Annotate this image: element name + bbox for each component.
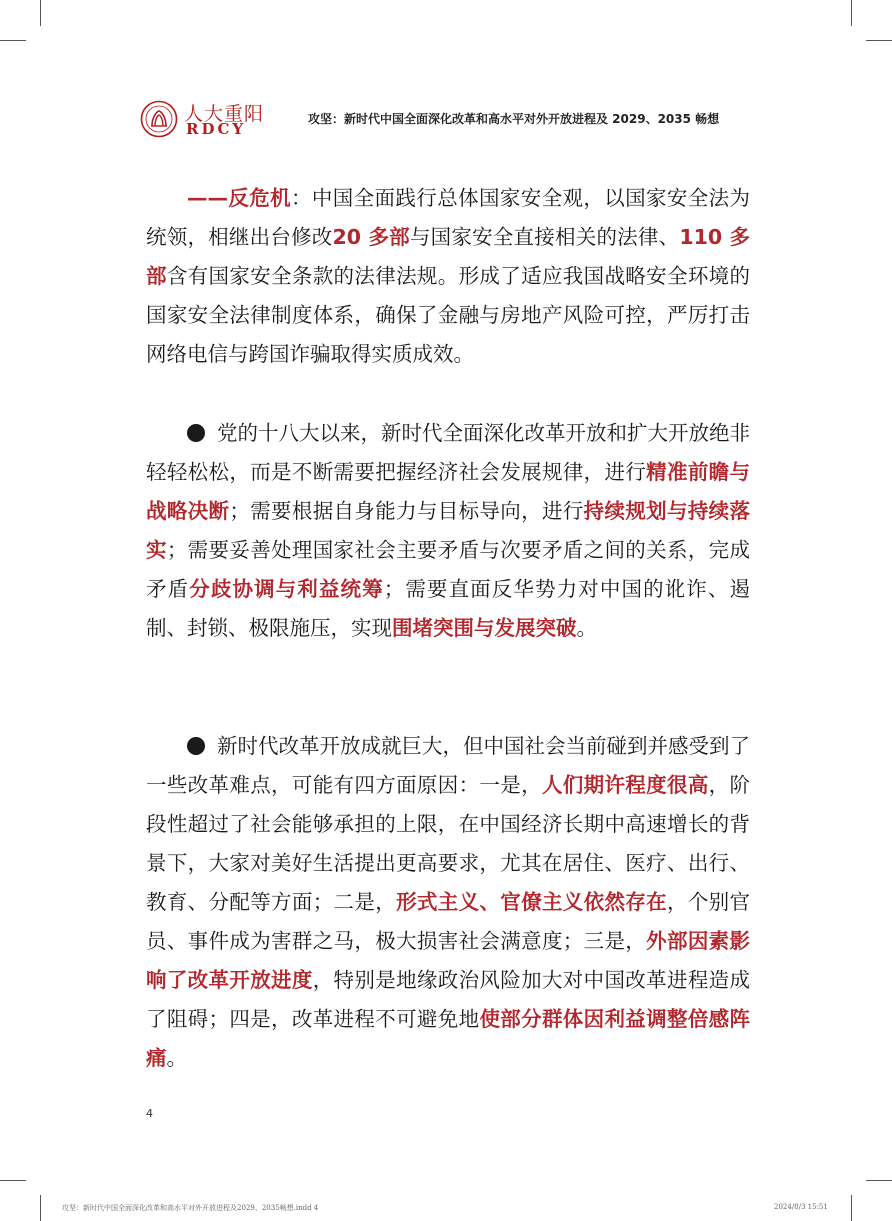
crop-mark — [0, 40, 26, 41]
paragraph-bullet-1 — [146, 414, 750, 648]
crop-mark — [0, 1180, 26, 1181]
highlight-text: 110 多部 — [146, 225, 751, 288]
running-header-title: 攻坚：新时代中国全面深化改革和高水平对外开放进程及 2029、2035 畅想 — [308, 112, 720, 126]
brand-name-en: RDCY — [186, 120, 247, 138]
bullet-icon — [187, 424, 205, 442]
highlight-text: 分歧协调与利益统筹 — [189, 577, 384, 601]
body-text: ；需要根据自身能力与目标导向，进行 — [229, 499, 584, 523]
highlight-text: 使部分群体因利益调整倍感阵痛 — [146, 1007, 751, 1070]
print-slug-timestamp: 2024/8/3 15:51 — [774, 1203, 828, 1211]
dash: —— — [187, 186, 228, 210]
crop-mark — [866, 40, 892, 41]
body-text: ：中国全面践行总体国家安全观，以国家安全法为统领，相继出台修改 — [146, 186, 751, 249]
highlight-text: 人们期许程度很高 — [541, 773, 709, 797]
body-text: 。 — [576, 616, 597, 640]
crop-mark — [40, 1195, 41, 1221]
body-text: ，个别官员、事件成为害群之马，极大损害社会满意度；三是， — [146, 890, 751, 953]
crop-mark — [866, 1180, 892, 1181]
lead-term: 反危机 — [228, 186, 292, 210]
crop-mark — [40, 0, 41, 26]
body-text: ，特别是地缘政治风险加大对中国改革进程造成了阻碍；四是，改革进程不可避免地 — [146, 968, 751, 1031]
body-text: ；需要直面反华势力对中国的讹诈、遏制、封锁、极限施压，实现 — [146, 577, 751, 640]
body-text: 含有国家安全条款的法律法规。形成了适应我国战略安全环境的国家安全法律制度体系，确保了金融与房地产风险可控，严厉打击网络电信与跨国诈骗取得实质成效。 — [146, 264, 751, 366]
body-text: 。 — [166, 1046, 187, 1070]
brand-name-cn: 人大重阳 — [184, 103, 265, 125]
highlight-text: 20 多部 — [332, 225, 410, 249]
highlight-text: 围堵突围与发展突破 — [392, 616, 577, 640]
rdcy-seal-icon — [140, 100, 178, 138]
body-text: ，阶段性超过了社会能够承担的上限，在中国经济长期中高速增长的背景下，大家对美好生活提出更高要求，尤其在居住、医疗、出行、教育、分配等方面；二是， — [146, 773, 751, 914]
highlight-text: 精准前瞻与战略决断 — [146, 460, 751, 523]
bullet-icon — [187, 737, 205, 755]
body-text: ；需要妥善处理国家社会主要矛盾与次要矛盾之间的关系，完成矛盾 — [146, 538, 751, 601]
rdcy-logo — [140, 100, 300, 140]
body-text: 与国家安全直接相关的法律、 — [409, 225, 680, 249]
highlight-text: 持续规划与持续落实 — [146, 499, 751, 562]
paragraph-anti-crisis — [146, 179, 750, 374]
print-slug-file: 攻坚：新时代中国全面深化改革和高水平对外开放进程及2029、2035畅想.indd 4 — [62, 1204, 319, 1212]
highlight-text: 形式主义、官僚主义依然存在 — [396, 890, 667, 914]
paragraph-bullet-2 — [146, 727, 750, 1078]
body-text: 党的十八大以来，新时代全面深化改革开放和扩大开放绝非轻轻松松，而是不断需要把握经济社会发展规律，进行 — [146, 421, 750, 484]
crop-mark — [851, 0, 852, 26]
page-number: 4 — [146, 1107, 153, 1120]
body-text: 新时代改革开放成就巨大，但中国社会当前碰到并感受到了一些改革难点，可能有四方面原因：一是， — [146, 734, 750, 797]
crop-mark — [851, 1195, 852, 1221]
highlight-text: 外部因素影响了改革开放进度 — [146, 929, 751, 992]
